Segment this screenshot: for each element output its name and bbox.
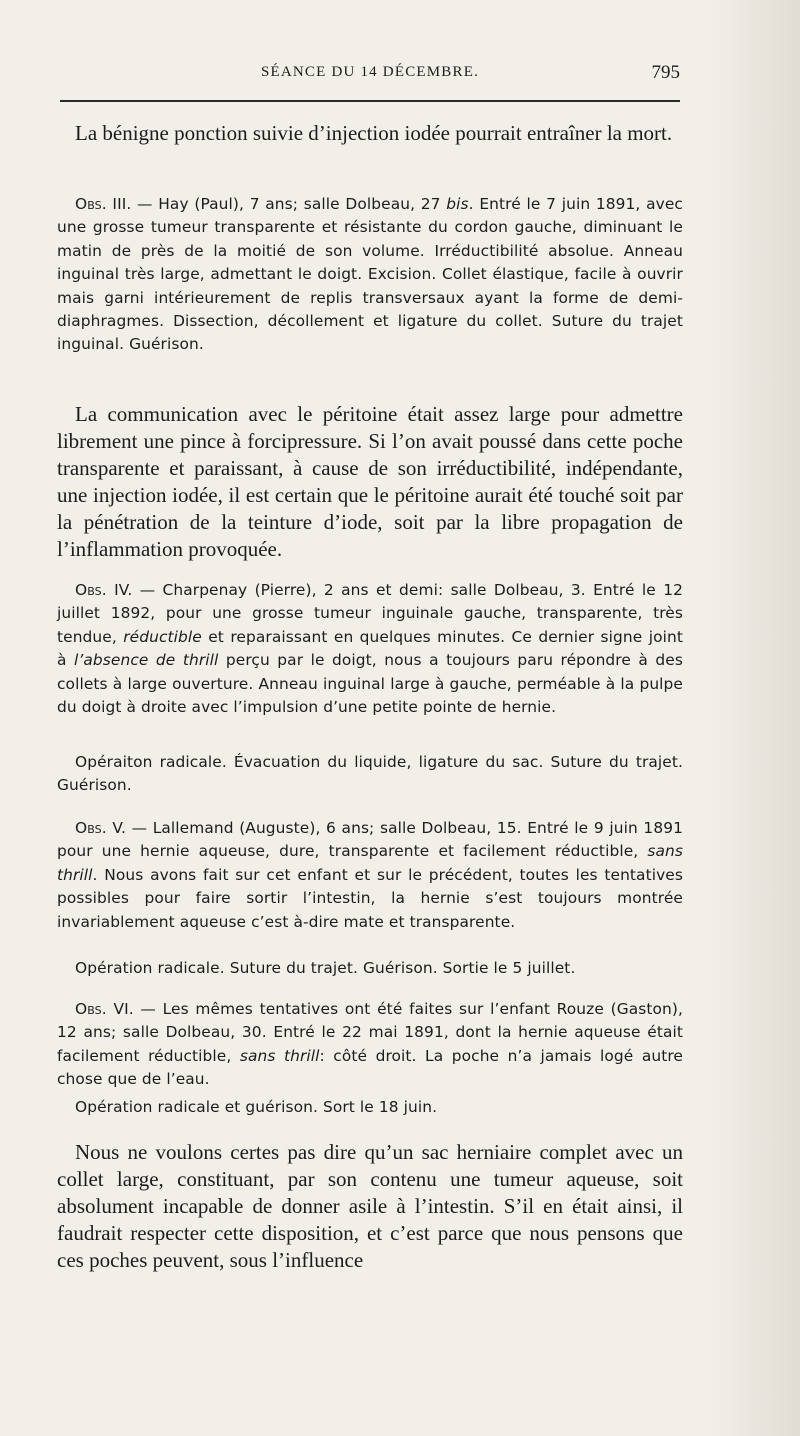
paragraph-ponction: La bénigne ponction suivie d’injection iodée pourrait entraîner la mort.	[75, 121, 673, 145]
running-head: SÉANCE DU 14 DÉCEMBRE.	[260, 64, 480, 80]
header-rule	[60, 100, 680, 102]
observation-6-text-a: — Les mêmes tentatives ont été faites sur l’enfant Rouze (Gaston), 12 ans; salle Dolbeau, 30. Entré le 22 mai 1891, dont la hernie aqueuse était facilement réductible,	[57, 1000, 683, 1065]
observation-4-italic-a: réductible	[123, 627, 202, 646]
observation-5	[57, 817, 683, 934]
observation-5-label: Obs. V.	[75, 819, 126, 837]
observation-3-label: Obs. III.	[75, 195, 132, 213]
observation-4-text-b: et reparaissant en quelques minutes. Ce dernier signe joint à	[57, 627, 683, 670]
observation-3-italic: bis	[446, 195, 469, 213]
observation-6-text-b: : côté droit. La poche n’a jamais logé autre chose que de l’eau.	[57, 1046, 683, 1089]
observation-5-conclusion: Opération radicale. Suture du trajet. Guérison. Sortie le 5 juillet.	[75, 959, 576, 977]
paragraph-conclusion: Nous ne voulons certes pas dire qu’un sac herniaire complet avec un collet large, constituant, par son contenu une tumeur aqueuse, soit absolument incapable de donner asile à l’intestin. S’il en était ainsi, il faudrait respecter cette disposition, et c’est parce que nous pensons que ces poches peuvent, sous l’influence	[57, 1140, 683, 1272]
observation-3-text-a: — Hay (Paul), 7 ans; salle Dolbeau, 27	[131, 195, 447, 213]
observation-4-italic-b: l’absence de thrill	[74, 651, 219, 670]
page-number: 795	[651, 62, 680, 83]
observation-6	[57, 998, 683, 1092]
observation-6-label: Obs. VI.	[75, 1000, 134, 1018]
paragraph-communication: La communication avec le péritoine était assez large pour admettre librement une pince à forcipressure. Si l’on avait poussé dans cette poche transparente et paraissant, à cause de son irréductibilité, indépendante, une injection iodée, il est certain que le péritoine aurait été touché soit par la pénétration de la teinture d’iode, soit par la libre propagation de l’inflammation provoquée.	[57, 402, 683, 561]
observation-6-italic: sans thrill	[239, 1046, 320, 1065]
observation-5-italic: sans thrill	[57, 842, 683, 884]
page-header	[60, 64, 680, 94]
observation-3	[57, 193, 683, 357]
observation-4-text-a: — Charpenay (Pierre), 2 ans et demi: salle Dolbeau, 3. Entré le 12 juillet 1892, pour une grosse tumeur inguinale gauche, transparente, très tendue,	[57, 581, 683, 646]
observation-4-conclusion: Opéraiton radicale. Évacuation du liquide, ligature du sac. Suture du trajet. Guérison.	[57, 753, 683, 795]
observation-5-text-a: — Lallemand (Auguste), 6 ans; salle Dolbeau, 15. Entré le 9 juin 1891 pour une hernie aqueuse, dure, transparente et facilement réductible,	[57, 819, 683, 861]
observation-5-text-b: . Nous avons fait sur cet enfant et sur le précédent, toutes les tentatives possibles pour faire sortir l’intestin, la hernie s’est toujours montrée invariablement aqueuse c’est à-dire mate et transparente.	[57, 865, 683, 931]
page-edge-shading	[710, 0, 800, 1436]
observation-6-conclusion: Opération radicale et guérison. Sort le 18 juin.	[75, 1098, 438, 1116]
observation-3-text-b: . Entré le 7 juin 1891, avec une grosse tumeur transparente et résistante du cordon gauche, diminuant le matin de près de la moitié de son volume. Irréductibilité absolue. Anneau inguinal très large, admettant le doigt. Excision. Collet élastique, facile à ouvrir mais garni intérieurement de replis transversaux ayant la forme de demi-diaphragmes. Dissection, décollement et ligature du collet. Suture du trajet inguinal. Guérison.	[57, 195, 683, 354]
observation-4-text-c: perçu par le doigt, nous a toujours paru répondre à des collets à large ouverture. Anneau inguinal large à gauche, perméable à la pulpe du doigt à droite avec l’impulsion d’une petite pointe de hernie.	[57, 651, 683, 717]
observation-4	[57, 579, 683, 719]
observation-4-label: Obs. IV.	[75, 581, 133, 599]
